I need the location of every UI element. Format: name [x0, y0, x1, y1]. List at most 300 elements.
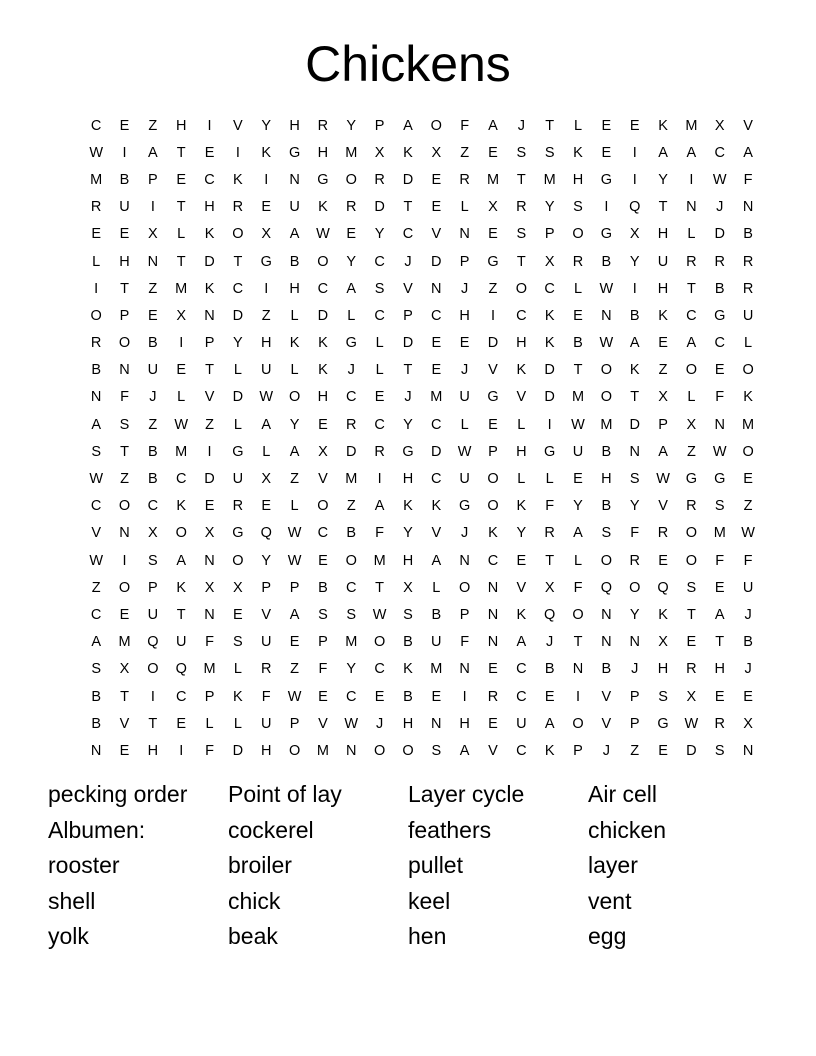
grid-letter: E — [119, 226, 130, 243]
grid-letter: F — [630, 525, 640, 542]
grid-letter: J — [404, 253, 412, 270]
grid-letter: R — [374, 443, 385, 460]
word-list-item: Point of lay — [228, 781, 342, 808]
grid-letter: B — [601, 661, 612, 678]
grid-letter: O — [175, 525, 187, 542]
grid-letter: H — [657, 226, 669, 243]
grid-letter: F — [743, 171, 753, 188]
grid-letter: S — [573, 199, 583, 216]
grid-letter: S — [403, 606, 413, 623]
grid-letter: M — [175, 280, 188, 297]
grid-letter: V — [204, 389, 215, 406]
grid-letter: H — [260, 742, 272, 759]
grid-letter: B — [119, 171, 130, 188]
grid-letter: Z — [488, 280, 498, 297]
grid-letter: O — [118, 498, 131, 515]
grid-letter: E — [119, 117, 130, 134]
grid-letter: W — [344, 715, 359, 732]
grid-letter: P — [289, 579, 300, 596]
grid-letter: E — [261, 199, 272, 216]
grid-letter: O — [459, 579, 471, 596]
grid-letter: O — [600, 552, 612, 569]
grid-letter: B — [743, 226, 753, 243]
grid-letter: E — [431, 362, 442, 379]
grid-letter: Y — [403, 525, 413, 542]
grid-letter: T — [176, 253, 186, 270]
grid-letter: Y — [658, 171, 668, 188]
grid-row — [82, 275, 754, 302]
grid-letter: E — [658, 742, 668, 759]
grid-letter: Q — [147, 634, 159, 651]
grid-letter: Y — [629, 498, 640, 515]
grid-letter: I — [150, 199, 155, 216]
grid-letter: Y — [233, 335, 243, 352]
grid-letter: O — [515, 280, 527, 297]
grid-letter: B — [544, 661, 555, 678]
grid-letter: O — [572, 715, 584, 732]
grid-letter: W — [316, 226, 330, 243]
grid-letter: Z — [346, 498, 356, 515]
grid-letter: O — [572, 226, 584, 243]
grid-letter: N — [572, 661, 584, 678]
grid-letter: J — [461, 362, 469, 379]
grid-letter: N — [147, 253, 159, 270]
grid-letter: I — [462, 688, 467, 705]
grid-letter: W — [656, 471, 670, 488]
grid-letter: D — [204, 471, 215, 488]
grid-letter: K — [629, 362, 640, 379]
grid-letter: L — [262, 443, 271, 460]
grid-letter: T — [403, 362, 413, 379]
grid-letter: K — [743, 389, 753, 406]
grid-letter: Z — [290, 471, 299, 488]
grid-letter: V — [488, 362, 498, 379]
grid-letter: R — [260, 661, 272, 678]
grid-letter: E — [148, 307, 158, 324]
grid-letter: M — [486, 171, 500, 188]
grid-letter: E — [743, 471, 753, 488]
grid-letter: W — [89, 552, 104, 569]
grid-letter: O — [600, 362, 612, 379]
grid-letter: A — [516, 634, 527, 651]
grid-letter: S — [119, 416, 130, 433]
grid-letter: K — [204, 226, 215, 243]
grid-row — [82, 302, 754, 329]
grid-letter: A — [488, 117, 498, 134]
grid-letter: M — [118, 634, 131, 651]
grid-letter: O — [90, 307, 102, 324]
grid-letter: I — [207, 117, 212, 134]
grid-letter: X — [403, 579, 413, 596]
grid-letter: B — [91, 715, 101, 732]
grid-letter: Z — [205, 416, 214, 433]
grid-letter: T — [176, 144, 186, 161]
grid-letter: X — [119, 661, 130, 678]
grid-letter: C — [90, 498, 102, 515]
grid-letter: K — [658, 117, 668, 134]
grid-letter: O — [373, 634, 386, 651]
grid-letter: F — [375, 525, 385, 542]
grid-letter: L — [375, 362, 384, 379]
grid-letter: H — [657, 280, 669, 297]
grid-letter: C — [346, 389, 357, 406]
word-list-item: layer — [588, 852, 638, 879]
grid-letter: B — [403, 634, 413, 651]
grid-letter: M — [430, 389, 443, 406]
grid-row — [82, 330, 753, 357]
grid-letter: K — [544, 307, 555, 324]
grid-letter: A — [629, 335, 640, 352]
grid-letter: G — [600, 171, 612, 188]
grid-letter: S — [714, 498, 725, 515]
grid-letter: H — [516, 443, 527, 460]
grid-letter: N — [459, 226, 470, 243]
grid-letter: I — [377, 471, 382, 488]
grid-letter: J — [546, 634, 554, 651]
grid-letter: F — [205, 634, 214, 651]
grid-letter: O — [685, 362, 698, 379]
grid-letter: E — [544, 688, 555, 705]
grid-letter: C — [90, 606, 102, 623]
grid-letter: G — [714, 471, 726, 488]
grid-letter: A — [346, 280, 357, 297]
grid-letter: C — [374, 253, 385, 270]
grid-letter: L — [290, 498, 299, 515]
grid-letter: L — [177, 226, 186, 243]
grid-letter: C — [431, 416, 442, 433]
grid-letter: C — [516, 742, 527, 759]
grid-letter: H — [119, 253, 130, 270]
word-list-row — [48, 848, 768, 884]
grid-letter: Y — [544, 199, 555, 216]
grid-letter: E — [601, 117, 612, 134]
grid-letter: F — [545, 498, 555, 515]
grid-letter: O — [742, 443, 754, 460]
grid-letter: B — [601, 443, 612, 460]
grid-letter: C — [90, 117, 102, 134]
grid-letter: S — [91, 661, 101, 678]
grid-letter: W — [684, 715, 699, 732]
grid-letter: H — [657, 661, 669, 678]
grid-letter: E — [431, 688, 442, 705]
grid-letter: G — [714, 307, 726, 324]
grid-letter: Y — [261, 117, 272, 134]
grid-letter: D — [431, 253, 442, 270]
grid-letter: H — [459, 715, 470, 732]
grid-letter: M — [571, 389, 585, 406]
grid-letter: O — [317, 253, 329, 270]
grid-letter: M — [373, 552, 386, 569]
grid-letter: U — [232, 471, 244, 488]
grid-letter: P — [318, 634, 328, 651]
grid-letter: X — [318, 443, 328, 460]
grid-letter: I — [94, 280, 99, 297]
grid-letter: C — [232, 280, 244, 297]
grid-letter: E — [91, 226, 101, 243]
grid-letter: L — [233, 715, 242, 732]
grid-letter: A — [459, 742, 470, 759]
grid-letter: A — [573, 525, 583, 542]
grid-letter: R — [346, 416, 357, 433]
grid-letter: J — [517, 117, 525, 134]
grid-letter: A — [743, 144, 753, 161]
grid-letter: T — [176, 606, 186, 623]
grid-letter: F — [715, 552, 725, 569]
grid-letter: P — [573, 742, 583, 759]
grid-letter: O — [345, 552, 357, 569]
grid-letter: H — [175, 117, 187, 134]
grid-letter: J — [716, 199, 724, 216]
grid-letter: L — [573, 552, 583, 569]
grid-letter: K — [289, 335, 300, 352]
grid-letter: P — [459, 253, 470, 270]
grid-letter: U — [260, 362, 272, 379]
grid-letter: U — [742, 307, 754, 324]
grid-letter: P — [658, 416, 668, 433]
grid-letter: E — [658, 335, 668, 352]
grid-letter: E — [346, 226, 357, 243]
grid-letter: W — [174, 416, 189, 433]
grid-letter: S — [148, 552, 158, 569]
grid-letter: Z — [743, 498, 753, 515]
grid-letter: V — [318, 715, 328, 732]
grid-letter: H — [459, 307, 470, 324]
grid-letter: O — [430, 117, 442, 134]
grid-letter: A — [176, 552, 187, 569]
grid-letter: O — [685, 552, 698, 569]
grid-letter: E — [714, 688, 725, 705]
grid-letter: H — [147, 742, 159, 759]
grid-letter: N — [601, 634, 612, 651]
grid-letter: E — [488, 144, 498, 161]
grid-letter: I — [689, 171, 694, 188]
grid-letter: H — [402, 715, 414, 732]
grid-letter: R — [516, 199, 527, 216]
grid-letter: P — [459, 606, 470, 623]
grid-letter: N — [204, 552, 215, 569]
grid-letter: K — [403, 661, 413, 678]
grid-letter: V — [318, 471, 328, 488]
grid-letter: A — [148, 144, 158, 161]
grid-letter: S — [658, 688, 668, 705]
grid-letter: T — [630, 389, 640, 406]
grid-letter: K — [544, 335, 555, 352]
grid-letter: E — [204, 144, 215, 161]
grid-letter: E — [573, 307, 583, 324]
word-list-row — [48, 813, 768, 849]
grid-letter: K — [261, 144, 272, 161]
grid-row — [82, 710, 753, 737]
grid-letter: S — [346, 606, 357, 623]
grid-letter: W — [259, 389, 274, 406]
grid-letter: L — [687, 226, 696, 243]
grid-letter: C — [374, 661, 385, 678]
word-list-row — [48, 919, 768, 955]
grid-letter: I — [264, 171, 269, 188]
grid-letter: L — [545, 471, 554, 488]
grid-letter: V — [601, 688, 612, 705]
grid-letter: A — [431, 552, 442, 569]
grid-letter: D — [232, 389, 244, 406]
grid-letter: E — [601, 144, 612, 161]
grid-letter: S — [318, 606, 328, 623]
grid-letter: C — [402, 226, 414, 243]
word-list-item: pullet — [408, 852, 463, 879]
grid-letter: G — [288, 144, 301, 161]
grid-letter: X — [204, 579, 215, 596]
grid-letter: S — [516, 226, 527, 243]
grid-letter: K — [516, 498, 527, 515]
grid-letter: G — [487, 253, 499, 270]
grid-letter: D — [402, 335, 414, 352]
grid-letter: M — [203, 661, 216, 678]
grid-row — [82, 438, 754, 465]
grid-letter: M — [543, 171, 556, 188]
grid-letter: H — [289, 280, 300, 297]
grid-letter: Y — [289, 416, 300, 433]
grid-letter: O — [232, 226, 244, 243]
grid-letter: I — [179, 335, 184, 352]
grid-letter: N — [431, 280, 442, 297]
grid-letter: G — [232, 443, 244, 460]
grid-letter: R — [572, 253, 584, 270]
grid-letter: E — [516, 552, 527, 569]
word-list-item: Layer cycle — [408, 781, 525, 808]
grid-letter: U — [289, 199, 300, 216]
grid-row — [82, 683, 753, 710]
grid-letter: S — [91, 443, 101, 460]
grid-letter: B — [148, 335, 158, 352]
grid-letter: D — [204, 253, 215, 270]
grid-letter: I — [179, 742, 184, 759]
grid-letter: N — [90, 389, 102, 406]
grid-letter: D — [232, 742, 244, 759]
grid-letter: R — [374, 171, 385, 188]
grid-letter: F — [743, 552, 753, 569]
grid-letter: C — [714, 144, 725, 161]
grid-letter: R — [686, 253, 697, 270]
word-list-item: egg — [588, 923, 627, 950]
word-list-item: chick — [228, 887, 281, 914]
grid-letter: V — [743, 117, 753, 134]
grid-letter: K — [516, 362, 527, 379]
grid-letter: R — [90, 335, 102, 352]
grid-letter: C — [147, 498, 159, 515]
grid-letter: R — [90, 199, 102, 216]
grid-letter: G — [260, 253, 272, 270]
grid-letter: X — [431, 144, 442, 161]
grid-letter: C — [516, 661, 527, 678]
grid-letter: N — [601, 606, 612, 623]
grid-letter: R — [629, 552, 640, 569]
grid-letter: U — [431, 634, 442, 651]
grid-letter: D — [629, 416, 640, 433]
grid-letter: C — [317, 280, 329, 297]
grid-letter: I — [576, 688, 581, 705]
grid-letter: I — [632, 144, 637, 161]
grid-letter: E — [176, 362, 187, 379]
grid-letter: B — [289, 253, 300, 270]
grid-letter: I — [122, 552, 127, 569]
grid-letter: U — [459, 389, 470, 406]
grid-letter: X — [686, 416, 697, 433]
grid-letter: Y — [346, 661, 357, 678]
grid-letter: O — [288, 389, 301, 406]
grid-letter: W — [372, 606, 387, 623]
grid-letter: I — [604, 199, 609, 216]
grid-letter: D — [544, 389, 555, 406]
grid-letter: I — [632, 171, 637, 188]
grid-letter: Z — [630, 742, 640, 759]
grid-letter: B — [601, 253, 612, 270]
grid-letter: U — [147, 362, 159, 379]
grid-letter: P — [289, 715, 300, 732]
grid-letter: M — [742, 416, 755, 433]
grid-letter: B — [148, 443, 158, 460]
grid-letter: E — [459, 335, 470, 352]
grid-letter: E — [233, 606, 243, 623]
grid-letter: T — [375, 579, 385, 596]
grid-letter: X — [148, 226, 158, 243]
grid-letter: O — [629, 579, 641, 596]
grid-letter: O — [487, 471, 499, 488]
grid-letter: V — [431, 525, 442, 542]
grid-row — [82, 194, 754, 221]
grid-letter: X — [261, 226, 272, 243]
grid-letter: L — [375, 335, 384, 352]
grid-letter: L — [290, 362, 299, 379]
grid-letter: Z — [91, 579, 101, 596]
word-list-item: keel — [408, 887, 451, 914]
grid-letter: Q — [657, 579, 669, 596]
grid-letter: G — [345, 335, 357, 352]
grid-letter: F — [573, 579, 583, 596]
grid-letter: E — [318, 688, 328, 705]
grid-letter: X — [544, 253, 555, 270]
grid-letter: X — [261, 471, 272, 488]
grid-letter: L — [233, 661, 242, 678]
grid-letter: D — [431, 443, 442, 460]
grid-letter: N — [204, 307, 215, 324]
grid-letter: G — [685, 471, 698, 488]
grid-letter: D — [487, 335, 499, 352]
grid-row — [82, 656, 752, 683]
grid-letter: C — [431, 307, 442, 324]
grid-letter: V — [119, 715, 130, 732]
grid-letter: N — [119, 362, 130, 379]
grid-letter: K — [658, 606, 668, 623]
grid-letter: C — [516, 688, 527, 705]
grid-letter: B — [91, 688, 101, 705]
grid-letter: H — [317, 144, 329, 161]
grid-letter: R — [346, 199, 357, 216]
grid-letter: K — [573, 144, 583, 161]
grid-letter: C — [714, 335, 725, 352]
grid-letter: O — [487, 498, 499, 515]
grid-letter: W — [89, 144, 104, 161]
grid-letter: A — [544, 715, 555, 732]
grid-row — [82, 493, 753, 520]
grid-letter: E — [261, 498, 272, 515]
grid-letter: W — [287, 525, 302, 542]
grid-letter: U — [572, 443, 584, 460]
grid-letter: H — [204, 199, 215, 216]
grid-letter: W — [741, 525, 755, 542]
letter-grid — [82, 112, 755, 765]
grid-letter: B — [91, 362, 101, 379]
grid-letter: A — [714, 606, 725, 623]
grid-letter: G — [317, 171, 329, 188]
